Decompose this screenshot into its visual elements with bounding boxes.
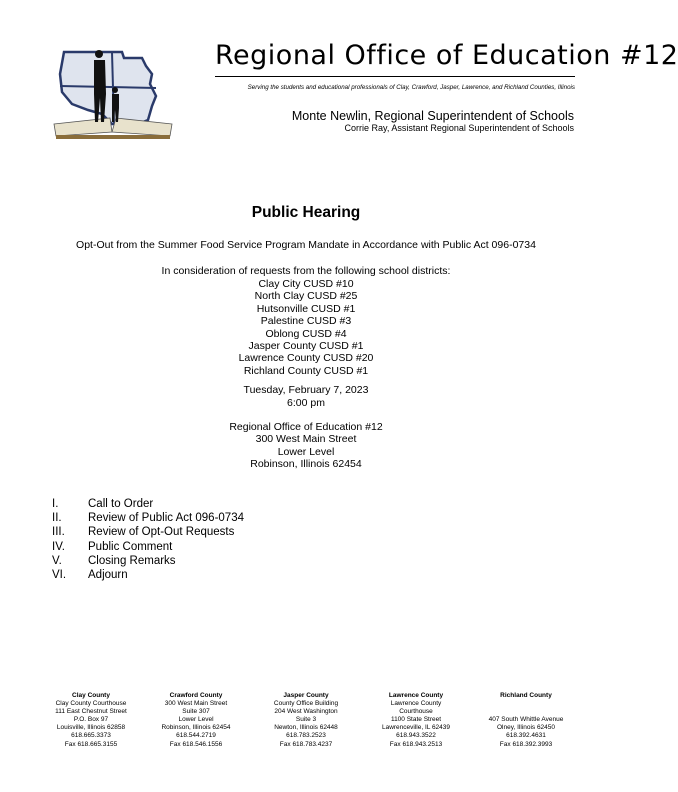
superintendent-name: Monte Newlin, Regional Superintendent of Schools	[291, 109, 574, 123]
address-line: 300 West Main Street	[164, 700, 228, 708]
footer-jasper-county	[250, 692, 362, 749]
address-line: 111 East Chestnut Street	[55, 708, 127, 716]
list-item: Lawrence County CUSD #20	[238, 352, 374, 365]
county-name: Crawford County	[169, 692, 223, 699]
agenda-item	[52, 511, 244, 525]
agenda-item	[52, 540, 244, 554]
county-name: Lawrence County	[388, 692, 444, 699]
district-list	[0, 278, 612, 377]
phone: 618.665.3373	[71, 732, 111, 740]
tagline: Serving the students and educational professionals of Clay, Crawford, Jasper, Lawrence, and Richland Counties, Illinois	[247, 84, 575, 91]
agenda-number: III.	[52, 526, 65, 539]
hearing-location	[0, 421, 612, 470]
footer-clay-county	[35, 692, 147, 749]
county-name: Richland County	[500, 692, 552, 699]
address-line: County Office Building	[273, 700, 339, 708]
address-line: Newton, Illinois 62448	[274, 724, 338, 732]
fax: Fax 618.943.2513	[389, 740, 443, 748]
address-line: 1100 State Street	[390, 716, 442, 724]
county-name: Clay County	[72, 692, 110, 699]
list-item: Jasper County CUSD #1	[248, 340, 364, 353]
address-line: Robinson, Illinois 62454	[161, 724, 231, 732]
agenda-item	[52, 525, 244, 539]
agenda-text: Adjourn	[88, 569, 128, 582]
agenda-number: II.	[52, 512, 62, 525]
address-line	[470, 708, 582, 716]
location-line: Robinson, Illinois 62454	[250, 457, 362, 470]
footer-richland-county	[470, 692, 582, 749]
address-line: Courthouse	[399, 708, 433, 716]
title-divider	[215, 76, 575, 77]
agenda-text: Review of Opt-Out Requests	[88, 526, 235, 539]
list-item: Richland County CUSD #1	[243, 364, 369, 377]
address-line: Louisville, Illinois 62858	[56, 724, 126, 732]
fax: Fax 618.783.4237	[279, 740, 333, 748]
agenda-list	[52, 497, 244, 582]
location-line: Regional Office of Education #12	[229, 421, 383, 433]
county-name: Jasper County	[283, 692, 329, 699]
hearing-time: 6:00 pm	[287, 397, 325, 409]
agenda-item	[52, 497, 244, 511]
agenda-text: Review of Public Act 096-0734	[88, 512, 244, 525]
hearing-date: Tuesday, February 7, 2023	[243, 384, 369, 396]
agenda-number: VI.	[52, 569, 67, 582]
hearing-subtitle: Opt-Out from the Summer Food Service Program Mandate in Accordance with Public Act 096-0734	[76, 239, 536, 251]
address-line: 204 West Washington	[274, 708, 338, 716]
phone: 618.783.2523	[286, 732, 326, 740]
page-title: Public Hearing	[251, 204, 361, 221]
list-item: Palestine CUSD #3	[260, 315, 352, 328]
address-line: Lawrence County	[390, 700, 442, 708]
address-line: Suite 307	[182, 708, 210, 716]
agenda-number: IV.	[52, 540, 66, 553]
address-line: Lawrenceville, IL 62439	[381, 724, 451, 732]
footer-crawford-county	[140, 692, 252, 749]
assistant-superintendent-name: Corrie Ray, Assistant Regional Superintendent of Schools	[344, 123, 574, 133]
agenda-text: Public Comment	[88, 540, 173, 553]
address-line	[470, 700, 582, 708]
agenda-item	[52, 554, 244, 568]
agenda-text: Closing Remarks	[88, 554, 176, 567]
districts-intro: In consideration of requests from the following school districts:	[161, 265, 451, 277]
list-item: Clay City CUSD #10	[258, 278, 354, 290]
phone: 618.943.3522	[396, 732, 436, 740]
address-line: Clay County Courthouse	[55, 700, 127, 708]
fax: Fax 618.392.3993	[499, 740, 553, 748]
fax: Fax 618.665.3155	[64, 740, 118, 748]
footer-lawrence-county	[360, 692, 472, 749]
org-title: Regional Office of Education #12	[215, 40, 678, 71]
list-item: North Clay CUSD #25	[254, 290, 358, 303]
agenda-number: I.	[52, 498, 59, 510]
list-item: Oblong CUSD #4	[265, 327, 347, 340]
address-line: 407 South Whittle Avenue	[488, 716, 564, 724]
agenda-number: V.	[52, 554, 62, 567]
address-line: Lower Level	[178, 716, 214, 724]
address-line: Suite 3	[295, 716, 317, 724]
address-line: P.O. Box 97	[73, 716, 109, 724]
address-line: Olney, Illinois 62450	[496, 724, 556, 732]
logo	[52, 44, 174, 144]
phone: 618.392.4631	[506, 732, 546, 740]
list-item: Hutsonville CUSD #1	[256, 302, 356, 315]
fax: Fax 618.546.1556	[169, 740, 223, 748]
location-line: Lower Level	[277, 445, 335, 458]
agenda-item	[52, 568, 244, 582]
location-line: 300 West Main Street	[255, 433, 357, 446]
phone: 618.544.2719	[176, 732, 216, 740]
agenda-text: Call to Order	[88, 498, 154, 510]
